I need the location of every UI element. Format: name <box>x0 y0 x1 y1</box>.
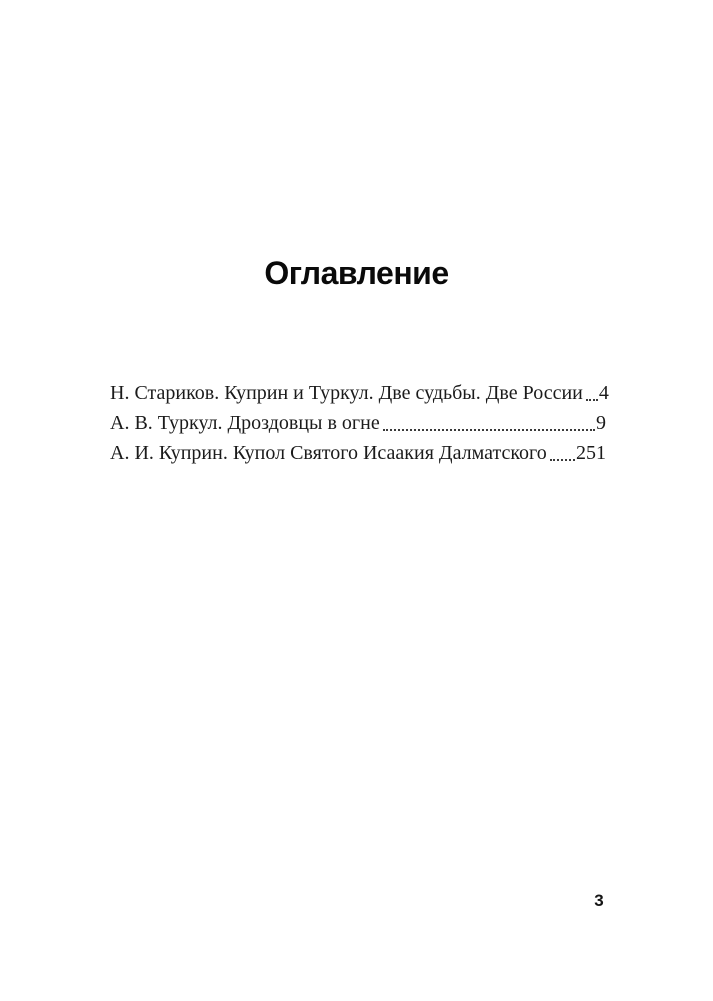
toc-entry-label: А. В. Туркул. Дроздовцы в огне <box>110 412 380 434</box>
table-of-contents <box>110 378 609 468</box>
toc-entry-page-number: 4 <box>598 382 609 404</box>
dot-leader <box>586 399 598 401</box>
toc-entry-label: А. И. Куприн. Купол Святого Исаакия Далматского <box>110 442 547 464</box>
toc-entry-page-number: 251 <box>576 442 606 464</box>
toc-entry[interactable] <box>110 378 609 408</box>
toc-entry[interactable] <box>110 438 606 468</box>
dot-leader <box>550 459 575 461</box>
toc-entry[interactable] <box>110 408 606 438</box>
page-title: Оглавление <box>264 255 449 291</box>
dot-leader <box>383 429 595 431</box>
page-number: 3 <box>594 891 604 910</box>
toc-entry-label: Н. Стариков. Куприн и Туркул. Две судьбы. Две России <box>110 382 583 404</box>
toc-entry-page-number: 9 <box>596 412 606 434</box>
